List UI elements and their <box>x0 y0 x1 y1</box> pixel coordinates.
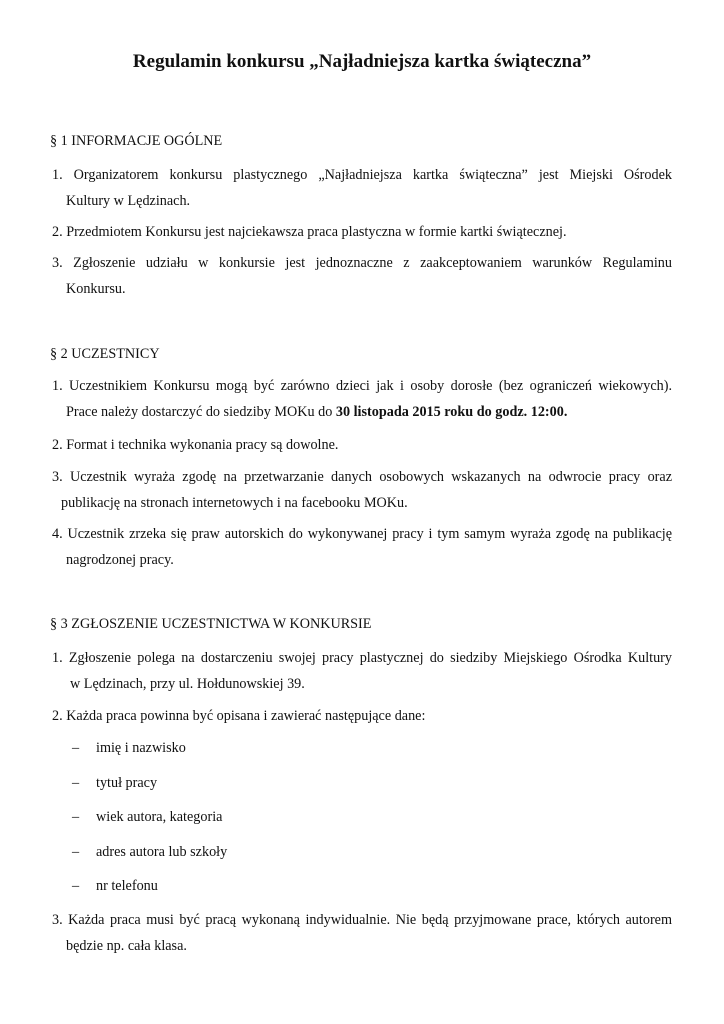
paragraph-line: publikację na stronach internetowych i na facebooku MOKu. <box>61 495 408 511</box>
deadline-text: 30 listopada 2015 roku do godz. 12:00. <box>335 404 568 420</box>
document-title: Regulamin konkursu „Najładniejsza kartka świąteczna” <box>132 51 592 72</box>
dash-bullet: – <box>72 775 80 791</box>
list-item <box>72 739 186 757</box>
paragraph-line: będzie np. cała klasa. <box>66 938 187 954</box>
paragraph-line: Kultury w Lędzinach. <box>66 193 191 209</box>
paragraph-line <box>52 399 672 425</box>
section-1-paragraph-1 <box>52 162 672 214</box>
paragraph-line: 3. Zgłoszenie udziału w konkursie jest jednoznaczne z zaakceptowaniem warunków Regulaminu <box>52 255 672 271</box>
section-2-paragraph-3 <box>52 464 672 516</box>
list-item <box>72 877 158 895</box>
section-2-paragraph-1 <box>52 373 672 425</box>
paragraph-line: Konkursu. <box>66 281 126 297</box>
list-item-text: nr telefonu <box>96 878 158 894</box>
section-3-paragraph-2: 2. Każda praca powinna być opisana i zawierać następujące dane: <box>52 708 426 724</box>
list-item <box>72 808 222 826</box>
section-3-heading: § 3 ZGŁOSZENIE UCZESTNICTWA W KONKURSIE <box>50 616 372 632</box>
section-1-heading: § 1 INFORMACJE OGÓLNE <box>50 133 223 149</box>
list-item-text: adres autora lub szkoły <box>96 844 228 860</box>
list-item-text: tytuł pracy <box>96 775 158 791</box>
list-item <box>72 843 227 861</box>
paragraph-text: Prace należy dostarczyć do siedziby MOKu do <box>66 404 336 420</box>
section-1-paragraph-2: 2. Przedmiotem Konkursu jest najciekawsza praca plastyczna w formie kartki świątecznej. <box>52 224 567 240</box>
list-item-text: imię i nazwisko <box>96 740 186 756</box>
list-item <box>72 774 157 792</box>
paragraph-line: 1. Uczestnikiem Konkursu mogą być zarówno dzieci jak i osoby dorosłe (bez ograniczeń wiekowych). <box>52 378 672 394</box>
section-2-paragraph-4 <box>52 521 672 573</box>
paragraph-line: 1. Zgłoszenie polega na dostarczeniu swojej pracy plastycznej do siedziby Miejskiego Ośrodka Kultury <box>52 650 672 666</box>
section-2-heading: § 2 UCZESTNICY <box>50 346 160 362</box>
list-item-text: wiek autora, kategoria <box>96 809 223 825</box>
dash-bullet: – <box>72 740 80 756</box>
dash-bullet: – <box>72 809 80 825</box>
paragraph-line: 3. Każda praca musi być pracą wykonaną indywidualnie. Nie będą przyjmowane prace, których autorem <box>52 912 672 928</box>
section-3-paragraph-1 <box>52 645 672 697</box>
section-1-paragraph-3 <box>52 250 672 302</box>
section-2-paragraph-2: 2. Format i technika wykonania pracy są dowolne. <box>52 437 339 453</box>
paragraph-line: nagrodzonej pracy. <box>66 552 174 568</box>
paragraph-line: 4. Uczestnik zrzeka się praw autorskich do wykonywanej pracy i tym samym wyraża zgodę na publikację <box>52 526 672 542</box>
paragraph-line: 1. Organizatorem konkursu plastycznego „Najładniejsza kartka świąteczna” jest Miejski Ośrodek <box>52 167 672 183</box>
dash-bullet: – <box>72 844 80 860</box>
paragraph-line: 3. Uczestnik wyraża zgodę na przetwarzanie danych osobowych wskazanych na odwrocie pracy oraz <box>52 469 672 485</box>
section-3-paragraph-3 <box>52 907 672 959</box>
dash-bullet: – <box>72 878 80 894</box>
paragraph-line: w Lędzinach, przy ul. Hołdunowskiej 39. <box>70 676 305 692</box>
